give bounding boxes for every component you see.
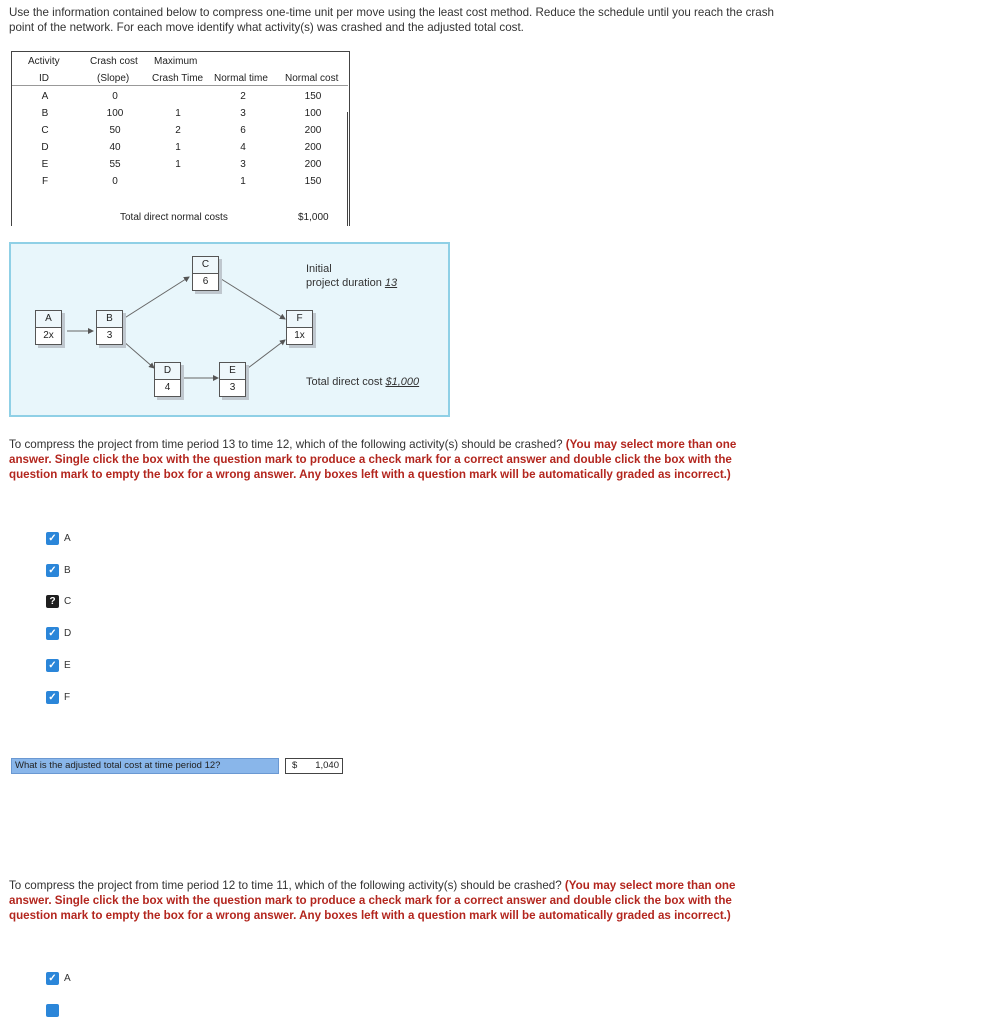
table-cell-cost: 200 [304,125,322,136]
table-cell-max: 1 [175,108,181,119]
question-icon[interactable]: ? [46,595,59,608]
node-d: D 4 [154,362,181,397]
hdr-normal-time: Normal time [214,73,268,84]
table-cell-time: 3 [240,159,246,170]
activity-table [11,51,350,226]
table-cell-time: 3 [240,108,246,119]
hdr-max-top: Maximum [154,56,198,67]
table-cell-id: F [41,176,49,187]
arrow-e-f [248,340,285,368]
table-cell-id: A [41,91,49,102]
table-cell-cost: 200 [304,159,322,170]
initial-label: Initial [306,263,332,275]
check-icon[interactable]: ✓ [46,532,59,545]
check-icon[interactable]: ✓ [46,972,59,985]
adjusted-cost-label: What is the adjusted total cost at time period 12? [11,758,279,774]
total-label: Total direct normal costs [120,212,228,223]
currency-symbol: $ [292,760,298,771]
hdr-crash-bottom: (Slope) [97,73,130,84]
table-cell-max: 1 [175,142,181,153]
question-2: To compress the project from time period 12 to time 11, which of the following activity(s) should be crashed? (You may select more than one answer. Single click the box with the question mark to produce a check mark for a correct answer and double click the box with the question mark to empty the box for a wrong answer. Any boxes left with a question mark will be automatically graded as incorrect.) [9,879,736,922]
question-1: To compress the project from time period 13 to time 12, which of the following activity(s) should be crashed? (You may select more than one answer. Single click the box with the question mark to produce a check mark for a correct answer and double click the box with the question mark to empty the box for a wrong answer. Any boxes left with a question mark will be automatically graded as incorrect.) [9,438,737,481]
hdr-activity-bottom: ID [39,73,49,84]
q1-option-c[interactable]: ? C [46,594,71,609]
table-cell-id: D [41,142,49,153]
table-cell-time: 2 [240,91,246,102]
table-cell-slope: 40 [109,142,121,153]
node-f: F 1x [286,310,313,345]
total-value: $1,000 [298,212,329,223]
hdr-crash-top: Crash cost [90,56,138,67]
q2-option-a[interactable]: ✓ A [46,971,71,986]
table-cell-max: 1 [175,159,181,170]
node-a: A 2x [35,310,62,345]
q1-option-a[interactable]: ✓ A [46,531,71,546]
node-c: C 6 [192,256,219,291]
table-cell-slope: 50 [109,125,121,136]
check-icon[interactable]: ✓ [46,627,59,640]
network-diagram [9,242,450,417]
table-cell-slope: 0 [112,176,118,187]
adjusted-cost-input[interactable] [285,758,343,774]
table-cell-id: E [41,159,49,170]
table-cell-slope: 55 [109,159,121,170]
q1-option-d[interactable]: ✓ D [46,626,71,641]
table-cell-time: 4 [240,142,246,153]
arrow-c-f [218,277,285,319]
table-cell-max: 2 [175,125,181,136]
q1-option-b[interactable]: ✓ B [46,563,71,578]
table-cell-id: B [41,108,49,119]
q1-option-e[interactable]: ✓ E [46,658,71,673]
table-cell-slope: 100 [106,108,124,119]
adjusted-cost-value: 1,040 [315,760,339,771]
project-duration: project duration 13 [306,277,398,289]
node-e: E 3 [219,362,246,397]
node-b: B 3 [96,310,123,345]
table-cell-time: 1 [240,176,246,187]
check-icon[interactable]: ✓ [46,691,59,704]
arrow-b-c [123,277,189,319]
hdr-activity-top: Activity [28,56,60,67]
hdr-max-bottom: Crash Time [152,73,204,84]
q1-option-f[interactable]: ✓ F [46,690,70,705]
check-icon[interactable]: ✓ [46,659,59,672]
instructions-text: Use the information contained below to compress one-time unit per move using the least cost method. Reduce the schedule until you reach the crash point of the network. For each move identify what activity(s) was crashed and the adjusted total cost. [9,6,774,34]
table-cell-cost: 150 [304,91,322,102]
table-cell-slope: 0 [112,91,118,102]
table-cell-time: 6 [240,125,246,136]
total-direct-cost: Total direct cost $1,000 [306,376,420,388]
check-icon[interactable]: ✓ [46,564,59,577]
hdr-normal-cost: Normal cost [285,73,339,84]
table-cell-cost: 200 [304,142,322,153]
table-cell-id: C [41,125,49,136]
arrow-b-d [123,341,154,368]
table-cell-cost: 150 [304,176,322,187]
table-cell-cost: 100 [304,108,322,119]
